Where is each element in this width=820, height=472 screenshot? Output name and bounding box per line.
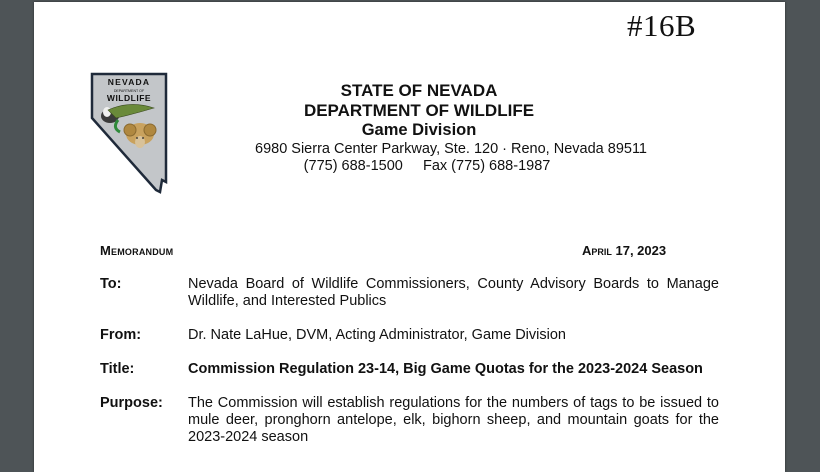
document-page — [34, 2, 785, 472]
from-value: Dr. Nate LaHue, DVM, Acting Administrator, Game Division — [188, 327, 566, 343]
to-label: To: — [100, 276, 122, 292]
svg-text:DEPARTMENT OF: DEPARTMENT OF — [113, 89, 145, 93]
letterhead-division: Game Division — [361, 121, 477, 139]
title-value: Commission Regulation 23-14, Big Game Quotas for the 2023-2024 Season — [188, 361, 703, 377]
memo-date: April 17, 2023 — [582, 243, 667, 258]
to-value: Nevada Board of Wildlife Commissioners, County Advisory Boards to Manage Wildlife, and Interested Publics — [188, 276, 719, 309]
purpose-label: Purpose: — [100, 395, 163, 411]
letterhead-phones: (775) 688-1500 Fax (775) 688-1987 — [303, 158, 551, 174]
letterhead-address: 6980 Sierra Center Parkway, Ste. 120 · Reno, Nevada 89511 — [255, 141, 647, 157]
purpose-value: The Commission will establish regulations for the numbers of tags to be issued to mule deer, pronghorn antelope, elk, bighorn sheep, and mountain goats for the 2023-2024 season — [188, 395, 719, 445]
ndow-logo-icon — [90, 72, 170, 194]
letterhead-department: DEPARTMENT OF WILDLIFE — [303, 101, 535, 120]
letterhead-state: STATE OF NEVADA — [340, 81, 498, 100]
memo-type-label: Memorandum — [100, 243, 174, 258]
letterhead — [184, 81, 654, 175]
svg-text:NEVADA: NEVADA — [107, 77, 151, 87]
document-number: #16B — [627, 8, 697, 43]
title-label: Title: — [100, 361, 135, 377]
svg-text:WILDLIFE: WILDLIFE — [106, 93, 152, 103]
from-label: From: — [100, 327, 142, 343]
